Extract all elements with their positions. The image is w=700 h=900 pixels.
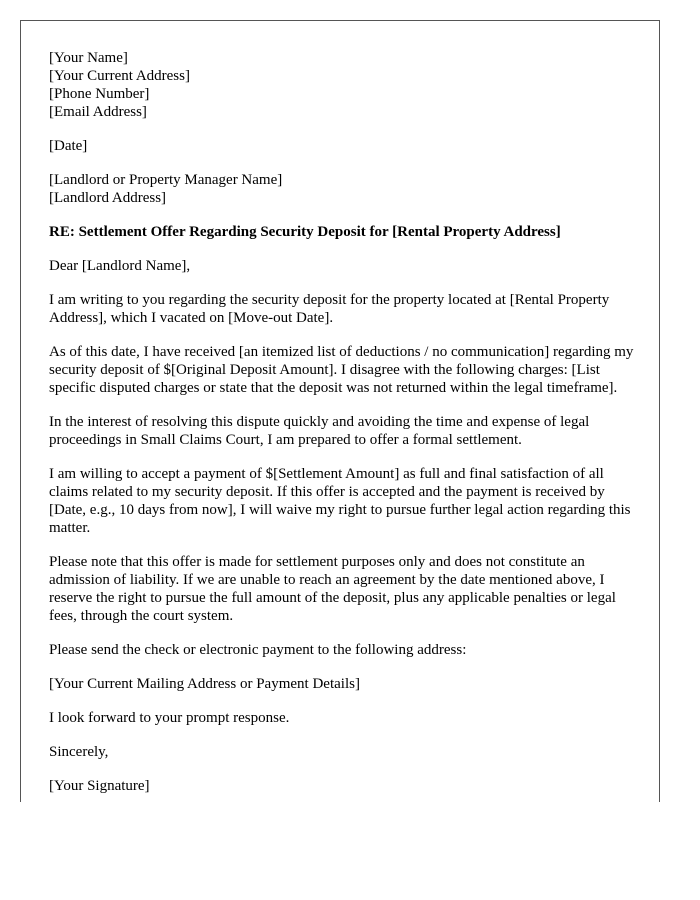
letter-page bbox=[20, 20, 660, 802]
letter-date: [Date] bbox=[49, 138, 88, 154]
sender-name: [Your Name] bbox=[49, 50, 128, 66]
salutation: Dear [Landlord Name], bbox=[49, 258, 191, 274]
sender-phone: [Phone Number] bbox=[49, 86, 150, 102]
recipient-block bbox=[49, 171, 639, 207]
paragraph-intro: I am writing to you regarding the security deposit for the property located at [Rental Property Address], which I vacated on [Move-out Date]. bbox=[49, 292, 610, 326]
paragraph-liability: Please note that this offer is made for settlement purposes only and does not constitute an admission of liability. If we are unable to reach an agreement by the date mentioned above, I reserve the right to pursue the full amount of the deposit, plus any applicable penalties or legal fees, through the court system. bbox=[49, 554, 616, 624]
subject-line: RE: Settlement Offer Regarding Security Deposit for [Rental Property Address] bbox=[49, 224, 561, 240]
paragraph-closing-remark: I look forward to your prompt response. bbox=[49, 710, 290, 726]
paragraph-interest: In the interest of resolving this dispute quickly and avoiding the time and expense of legal proceedings in Small Claims Court, I am prepared to offer a formal settlement. bbox=[49, 414, 590, 448]
recipient-address: [Landlord Address] bbox=[49, 190, 167, 206]
signature: [Your Signature] bbox=[49, 778, 150, 794]
sender-email: [Email Address] bbox=[49, 104, 147, 120]
sender-address: [Your Current Address] bbox=[49, 68, 190, 84]
sender-block bbox=[49, 49, 639, 121]
paragraph-payment-instructions: Please send the check or electronic payment to the following address: bbox=[49, 642, 467, 658]
paragraph-offer: I am willing to accept a payment of $[Settlement Amount] as full and final satisfaction of all claims related to my security deposit. If this offer is accepted and the payment is received by [Date, e.g., 10 days from now], I will waive my right to pursue further legal action regarding this matter. bbox=[49, 466, 631, 536]
paragraph-deductions: As of this date, I have received [an itemized list of deductions / no communication] regarding my security deposit of $[Original Deposit Amount]. I disagree with the following charges: [List specific disputed charges or state that the deposit was not returned within the legal timeframe]. bbox=[49, 344, 634, 396]
letter-body bbox=[49, 49, 639, 802]
paragraph-payment-details: [Your Current Mailing Address or Payment Details] bbox=[49, 676, 360, 692]
recipient-name: [Landlord or Property Manager Name] bbox=[49, 172, 283, 188]
closing: Sincerely, bbox=[49, 744, 109, 760]
